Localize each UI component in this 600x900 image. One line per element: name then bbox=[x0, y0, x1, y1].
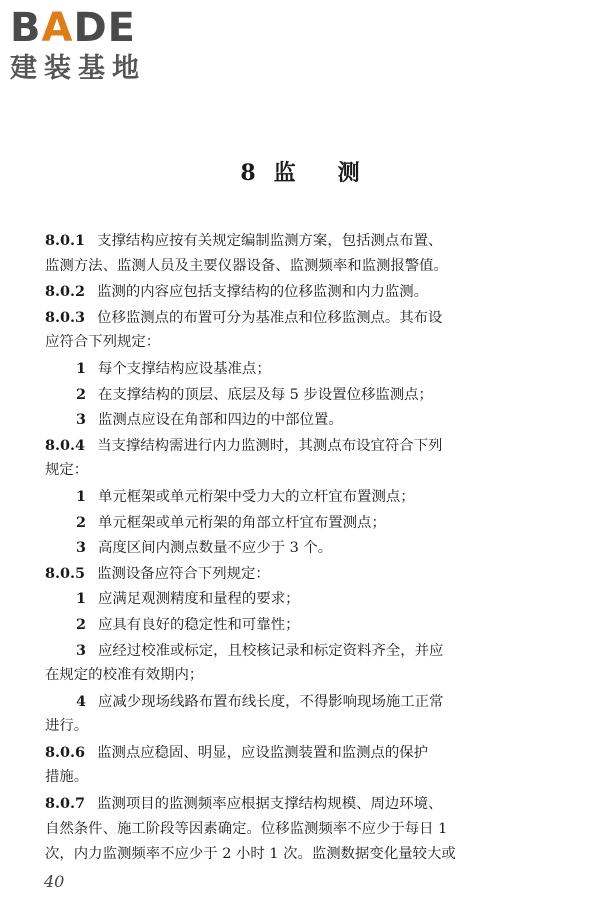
clause-line: 自然条件、施工阶段等因素确定。位移监测频率不应少于每日 1 bbox=[45, 820, 448, 837]
clause-line: 监测方法、监测人员及主要仪器设备、监测频率和监测报警值。 bbox=[45, 257, 448, 274]
list-item: 2 应具有良好的稳定性和可靠性； bbox=[76, 615, 300, 633]
clause-line: 次，内力监测频率不应少于 2 小时 1 次。监测数据变化量较大或 bbox=[45, 846, 456, 863]
clause-8-0-1: 8.0.1 支撑结构应按有关规定编制监测方案，包括测点布置、 bbox=[45, 232, 443, 249]
clause-8-0-4: 8.0.4 当支撑结构需进行内力监测时，其测点布设宜符合下列 bbox=[45, 436, 443, 454]
page-number: 40 bbox=[44, 872, 65, 891]
list-item: 1 单元框架或单元桁架中受力大的立杆宜布置测点； bbox=[76, 487, 415, 505]
clause-body bbox=[45, 228, 523, 868]
list-item: 3 应经过校准或标定，且校核记录和标定资料齐全，并应 bbox=[76, 641, 444, 659]
bade-logo bbox=[10, 6, 180, 86]
list-item: 3 高度区间内测点数量不应少于 3 个。 bbox=[76, 539, 333, 557]
clause-8-0-2: 8.0.2 监测的内容应包括支撑结构的位移监测和内力监测。 bbox=[45, 283, 429, 301]
logo-chinese-name: 建装基地 bbox=[10, 53, 146, 84]
chapter-number: 8 bbox=[240, 160, 256, 186]
list-item-continuation: 进行。 bbox=[45, 718, 89, 735]
clause-line: 措施。 bbox=[45, 769, 89, 786]
clause-8-0-6: 8.0.6 监测点应稳固、明显，应设监测装置和监测点的保护 bbox=[45, 743, 429, 761]
clause-8-0-5: 8.0.5 监测设备应符合下列规定： bbox=[45, 564, 270, 582]
list-item: 2 单元框架或单元桁架的角部立杆宜布置测点； bbox=[76, 513, 386, 531]
logo-wordmark: BADE bbox=[10, 5, 136, 51]
clause-line: 应符合下列规定： bbox=[45, 334, 161, 351]
clause-line: 规定： bbox=[45, 462, 89, 479]
list-item-continuation: 在规定的校准有效期内； bbox=[45, 667, 204, 684]
list-item: 1 应满足观测精度和量程的要求； bbox=[76, 590, 300, 608]
chapter-title: 8 监 测 bbox=[240, 160, 360, 186]
list-item: 3 监测点应设在角部和四边的中部位置。 bbox=[76, 411, 343, 429]
clause-8-0-3: 8.0.3 位移监测点的布置可分为基准点和位移监测点。其布设 bbox=[45, 308, 443, 326]
list-item: 4 应减少现场线路布置布线长度，不得影响现场施工正常 bbox=[76, 692, 444, 710]
clause-8-0-7: 8.0.7 监测项目的监测频率应根据支撑结构规模、周边环境、 bbox=[45, 795, 443, 813]
list-item: 2 在支撑结构的顶层、底层及每 5 步设置位移监测点； bbox=[76, 385, 433, 403]
list-item: 1 每个支撑结构应设基准点； bbox=[76, 359, 271, 377]
